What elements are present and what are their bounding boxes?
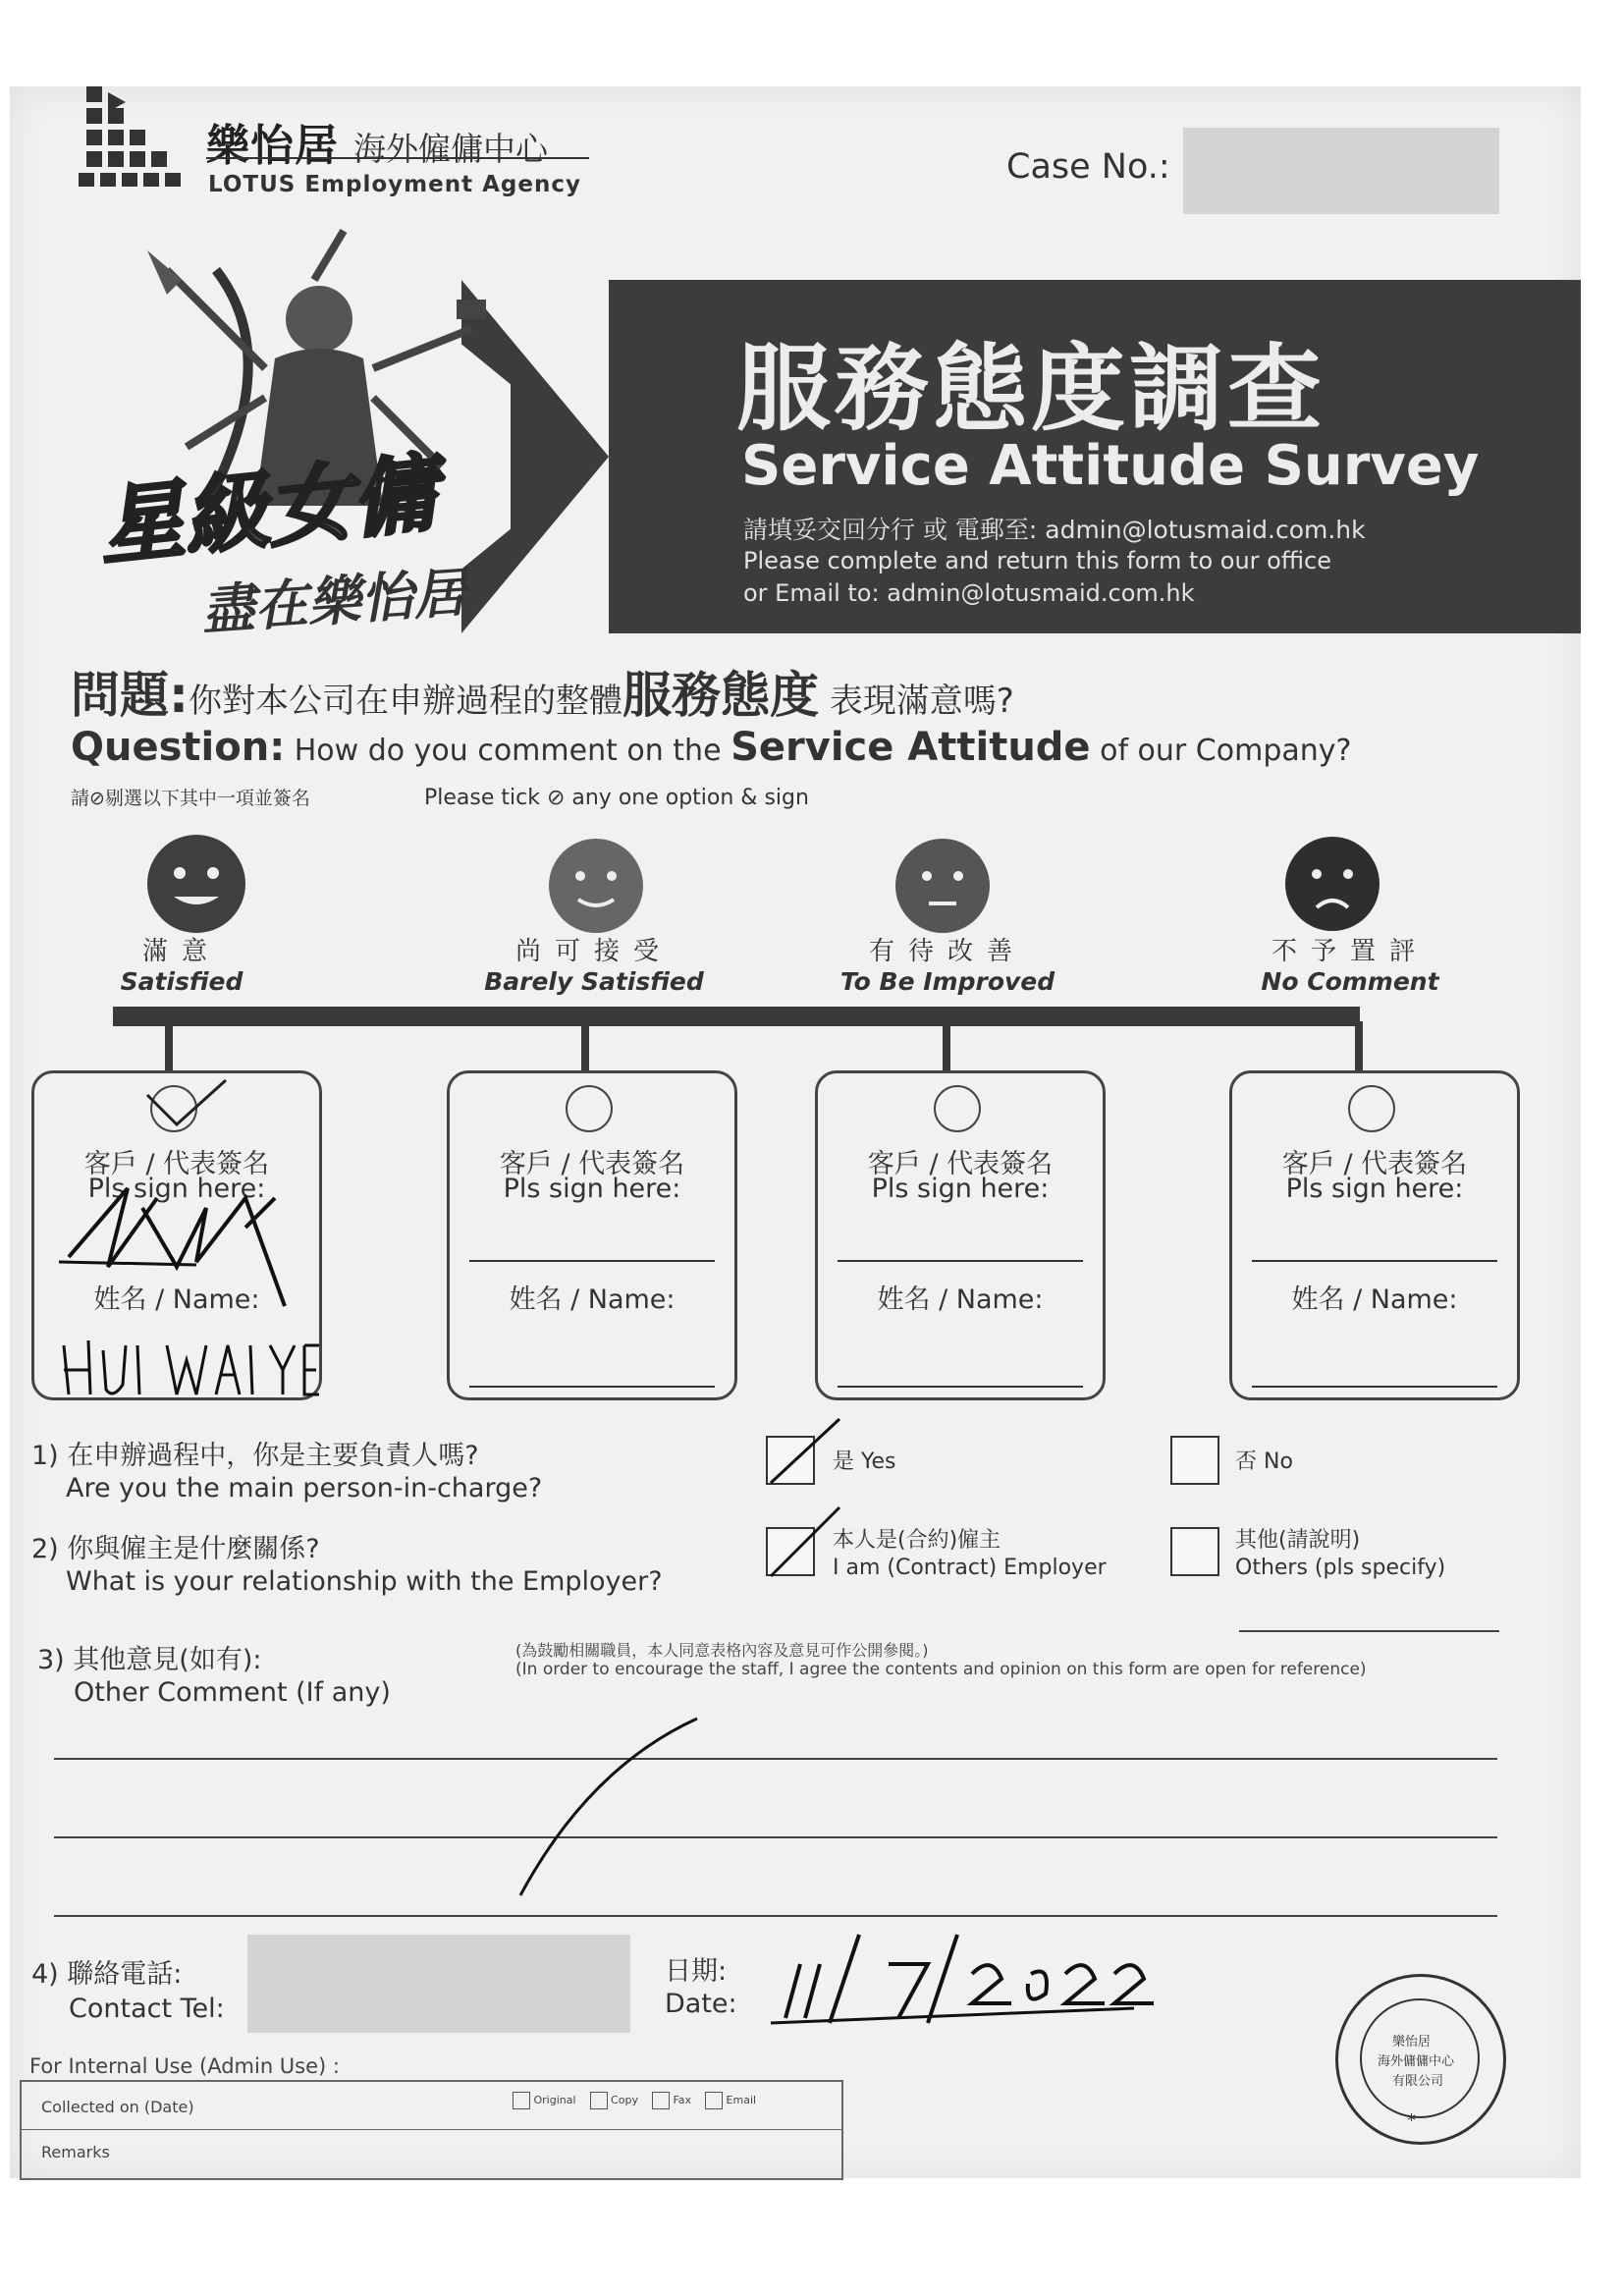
internal-use-table xyxy=(20,2080,843,2180)
method-options: Original Copy Fax Email xyxy=(513,2092,756,2109)
return-instruction-en-2: or Email to: admin@lotusmaid.com.hk xyxy=(743,579,1195,607)
survey-title-cn: 服務態度調查 xyxy=(736,334,1325,444)
option-label-no-comment: 不予置評 No Comment xyxy=(1261,937,1439,996)
case-number-label: Case No.: xyxy=(1006,147,1170,187)
option-label-to-be-improved: 有待改善 To Be Improved xyxy=(839,937,1055,996)
face-sad-icon xyxy=(1281,833,1384,936)
connector-drop xyxy=(1355,1021,1363,1070)
return-instruction-en-1: Please complete and return this form to our office xyxy=(743,547,1332,574)
consent-note-en: (In order to encourage the staff, I agree the contents and opinion on this form are open for reference) xyxy=(515,1660,1367,1679)
slogan-lotus: 盡在樂怡居 xyxy=(199,560,469,642)
tick-mark-icon xyxy=(137,1070,236,1139)
comment-line[interactable] xyxy=(54,1836,1497,1838)
company-name-en: LOTUS Employment Agency xyxy=(208,172,581,197)
question-en: Question: How do you comment on the Service Attitude of our Company? xyxy=(71,725,1352,770)
svg-text:有限公司: 有限公司 xyxy=(1392,2074,1444,2089)
table-row-divider xyxy=(22,2129,841,2130)
smiley-satisfied-icon xyxy=(142,830,250,938)
option-connector-bar xyxy=(113,1007,1360,1026)
comment-line[interactable] xyxy=(54,1915,1497,1917)
question-2-cn: 2) 你與僱主是什麼關係? xyxy=(31,1534,320,1564)
company-seal-stamp xyxy=(1335,1974,1506,2145)
case-number-redacted xyxy=(1183,128,1499,214)
return-instruction-cn: 請填妥交回分行 或 電郵至: admin@lotusmaid.com.hk xyxy=(743,516,1366,544)
question-3-en: Other Comment (If any) xyxy=(74,1677,391,1708)
question-3-cn: 3) 其他意見(如有): xyxy=(37,1645,262,1675)
option-no-label: 否 No xyxy=(1235,1449,1293,1474)
comment-line[interactable] xyxy=(54,1758,1497,1760)
name-line xyxy=(1252,1386,1497,1388)
face-neutral-icon xyxy=(892,835,995,938)
connector-drop xyxy=(581,1021,589,1070)
signature-box-to-be-improved[interactable]: 客戶 / 代表簽名 Pls sign here: 姓名 / Name: xyxy=(815,1070,1106,1400)
option-radio-to-be-improved[interactable] xyxy=(934,1085,981,1132)
logo-underline xyxy=(206,157,589,159)
question-cn: 問題:你對本公司在申辦過程的整體服務態度 表現滿意嗎? xyxy=(71,667,1014,724)
signature-box-barely-satisfied[interactable]: 客戶 / 代表簽名 Pls sign here: 姓名 / Name: xyxy=(447,1070,737,1400)
date-label-en: Date: xyxy=(665,1989,737,2019)
checkbox-no[interactable] xyxy=(1170,1436,1219,1485)
smiley-barely-satisfied-icon xyxy=(545,835,648,938)
option-others-label: 其他(請說明) Others (pls specify) xyxy=(1235,1528,1446,1580)
signature-line xyxy=(1252,1260,1497,1262)
remarks-label: Remarks xyxy=(41,2143,110,2161)
connector-drop xyxy=(943,1021,950,1070)
date-label-cn: 日期: xyxy=(665,1956,728,1987)
option-radio-no-comment[interactable] xyxy=(1348,1085,1395,1132)
contact-tel-redacted xyxy=(247,1935,630,2033)
signature-box-no-comment[interactable]: 客戶 / 代表簽名 Pls sign here: 姓名 / Name: xyxy=(1229,1070,1520,1400)
connector-drop xyxy=(165,1021,173,1070)
consent-note-cn: (為鼓勵相關職員，本人同意表格內容及意見可作公開參閱。) xyxy=(515,1641,929,1660)
slogan-star-maid: 星級女傭 xyxy=(94,443,442,577)
signature-box-satisfied[interactable]: 客戶 / 代表簽名 Pls sign here: 姓名 / Name: xyxy=(31,1070,322,1400)
question-1-cn: 1) 在申辦過程中，你是主要負責人嗎? xyxy=(31,1441,479,1471)
option-yes-label: 是 Yes xyxy=(833,1449,896,1474)
svg-text:海外傭傭中心: 海外傭傭中心 xyxy=(1378,2054,1455,2069)
internal-use-label: For Internal Use (Admin Use) : xyxy=(29,2054,340,2078)
name-line xyxy=(469,1386,715,1388)
option-label-barely-satisfied: 尚可接受 Barely Satisfied xyxy=(484,937,704,996)
svg-text:樂怡居: 樂怡居 xyxy=(1392,2035,1432,2050)
svg-text:*: * xyxy=(1407,2110,1416,2131)
survey-title-en: Service Attitude Survey xyxy=(741,434,1480,498)
question-2-en: What is your relationship with the Employer? xyxy=(66,1566,663,1597)
option-label-satisfied: 滿意 Satisfied xyxy=(120,937,243,996)
company-logo-icon xyxy=(79,86,196,196)
question-1-en: Are you the main person-in-charge? xyxy=(66,1473,543,1503)
signature-line xyxy=(838,1260,1083,1262)
handwritten-date xyxy=(761,1925,1163,2033)
option-employer-label: 本人是(合約)僱主 I am (Contract) Employer xyxy=(833,1528,1107,1580)
others-specify-line xyxy=(1239,1630,1499,1632)
option-radio-barely-satisfied[interactable] xyxy=(566,1085,613,1132)
checkbox-others[interactable] xyxy=(1170,1527,1219,1576)
collected-on-label: Collected on (Date) xyxy=(41,2098,194,2116)
name-line xyxy=(838,1386,1083,1388)
company-subtitle-cn: 海外僱傭中心 xyxy=(353,130,548,168)
question-4-cn: 4) 聯絡電話: xyxy=(31,1959,183,1990)
strike-through-mark xyxy=(511,1709,707,1905)
question-4-en: Contact Tel: xyxy=(69,1994,225,2024)
tick-instruction-cn: 請⊘剔選以下其中一項並簽名 xyxy=(71,788,310,809)
company-name-cn: 樂怡居 xyxy=(206,121,339,171)
handwritten-name xyxy=(59,1326,324,1404)
tick-instruction-en: Please tick ⊘ any one option & sign xyxy=(424,786,809,810)
signature-line xyxy=(469,1260,715,1262)
